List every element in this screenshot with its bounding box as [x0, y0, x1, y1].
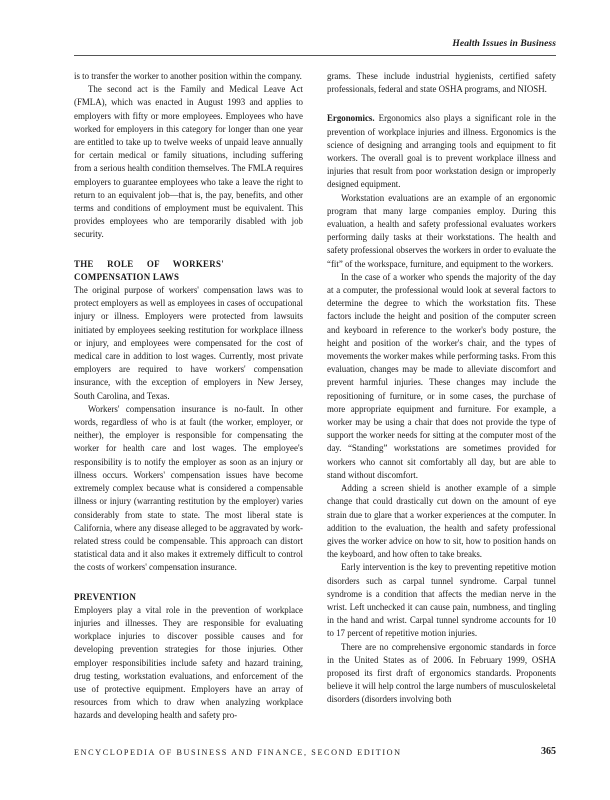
section-gap [327, 96, 556, 112]
paragraph: Early intervention is the key to preventing repetitive motion disorders such as carpal tunnel syndrome. Carpal tunnel syndrome is a condition that affects the median nerve in the wrist. Left unchecked it can cause pain, numbness, and tingling in the hand and wrist. Carpal tunnel syndrome accounts for 10 to 17 percent of repetitive motion injuries. [327, 562, 556, 639]
inline-heading-ergonomics: Ergonomics. [327, 113, 375, 124]
footer-publication: ENCYCLOPEDIA OF BUSINESS AND FINANCE, SECOND EDITION [74, 748, 402, 757]
paragraph: The original purpose of workers' compensation laws was to protect employers as well as employees in cases of occupational injury or illness. Employers were protected from lawsuits initiated by employees seeking restitution for workplace illness or injury, and employees were compensated for the cost of medical care in addition to lost wages. Currently, most private employers are required to have workers' compensation insurance, with the exception of employers in New Jersey, South Carolina, and Texas. [74, 285, 303, 401]
paragraph-text: Ergonomics also plays a significant role in the prevention of workplace injuries and illness. Ergonomics is the science of designing and arranging tools and equipment to fit workers. The overall goal is to prevent workplace illness and injuries that result from poor workstation design or improperly designed equipment. [327, 113, 556, 190]
section-gap [74, 575, 303, 591]
header-rule [74, 55, 556, 56]
right-column [327, 70, 556, 707]
section-heading-workers-compensation: THE ROLE OF WORKERS' COMPENSATION LAWS [74, 258, 224, 282]
paragraph: The second act is the Family and Medical Leave Act (FMLA), which was enacted in August 1993 and applies to employers with fifty or more employees. Employees who have worked for employers in this category for longer than one year are entitled to take up to twelve weeks of unpaid leave annually for certain medical or family situations, including suffering from a serious health condition themselves. The FMLA requires employers to guarantee employees who take a leave the right to return to an equivalent job—that is, the pay, benefits, and other terms and conditions of employment must be equivalent. This provides employees who are temporarily disabled with job security. [74, 84, 303, 240]
section-heading-prevention: PREVENTION [74, 591, 137, 602]
paragraph: Workstation evaluations are an example of an ergonomic program that many large companies employ. During this evaluation, a health and safety professional evaluates workers performing daily tasks at their workstations. The health and safety professional observes the workers in order to evaluate the “fit” of the workspace, furniture, and equipment to the workers. [327, 192, 556, 269]
paragraph: is to transfer the worker to another position within the company. [74, 71, 302, 81]
paragraph: There are no comprehensive ergonomic standards in force in the United States as of 2006. In February 1999, OSHA proposed its first draft of ergonomics standards. Proponents believe it will help control the large numbers of musculoskeletal disorders (disorders involving both [327, 641, 556, 705]
page-number: 365 [541, 746, 556, 757]
left-column [74, 70, 303, 723]
running-head: Health Issues in Business [452, 39, 556, 49]
paragraph: Employers play a vital role in the prevention of workplace injuries and illnesses. They are responsible for evaluating workplace injuries to discover possible causes and for developing prevention strategies for those injuries. Other employer responsibilities include safety and hazard training, drug testing, workstation evaluations, and enforcement of the use of protective equipment. Employers have an array of resources from which to draw when analyzing workplace hazards and developing health and safety pro- [74, 604, 303, 721]
section-gap [74, 242, 303, 258]
paragraph: grams. These include industrial hygienists, certified safety professionals, federal and state OSHA programs, and NIOSH. [327, 71, 556, 95]
paragraph: In the case of a worker who spends the majority of the day at a computer, the professional would look at several factors to determine the degree to which the workstation fits. These factors include the height and position of the computer screen and keyboard in reference to the worker's body posture, the height and position of the worker's chair, and the types of movements the worker makes while performing tasks. From this evaluation, changes may be made to alleviate discomfort and prevent harmful injuries. These changes may include the repositioning of furniture, or in some cases, the purchase of more appropriate equipment and furniture. For example, a worker may be using a chair that does not provide the type of support the worker needs for sitting at the computer most of the day. “Standing” workstations are sometimes provided for workers who cannot sit comfortably all day, but are able to stand without discomfort. [327, 271, 556, 480]
paragraph-ergonomics [327, 112, 556, 191]
paragraph: Workers' compensation insurance is no-fault. In other words, regardless of who is at fault (the worker, employer, or neither), the employer is responsible for compensating the worker for health care and lost wages. The employee's responsibility is to notify the employer as soon as an injury or illness occurs. Workers' compensation issues have become extremely complex because what is considered a compensable illness or injury (warranting restitution by the employer) varies considerably from state to state. The most liberal state is California, where any disease alleged to be aggravated by work-related stress could be compensable. This approach can distort statistical data and it also makes it extremely difficult to control the costs of workers' compensation insurance. [74, 403, 303, 573]
paragraph: Adding a screen shield is another example of a simple change that could drastically cut down on the amount of eye strain due to glare that a worker experiences at the computer. In addition to the evaluation, the health and safety professional gives the worker advice on how to sit, how to position hands on the keyboard, and how often to take breaks. [327, 483, 556, 560]
